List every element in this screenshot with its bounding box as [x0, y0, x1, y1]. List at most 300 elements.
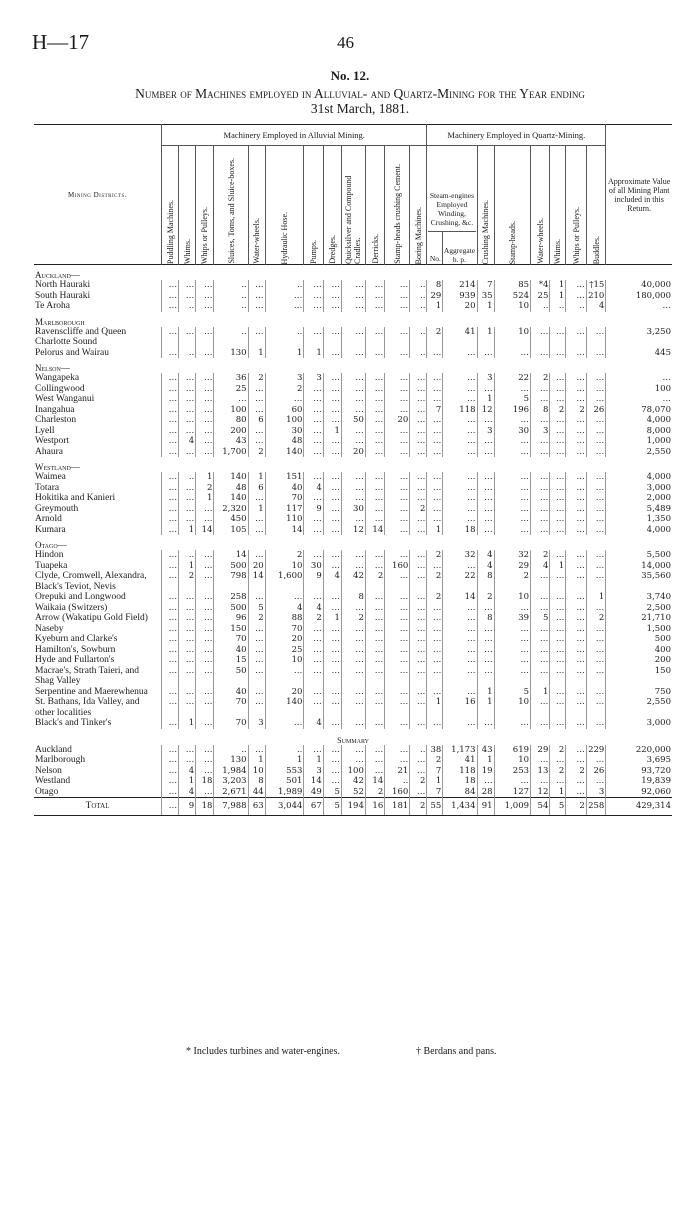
count-cell: …	[265, 394, 304, 405]
count-cell: …	[586, 525, 605, 536]
count-cell: …	[365, 280, 384, 291]
count-cell: 52	[341, 787, 365, 798]
count-cell: 118	[443, 405, 477, 416]
count-cell: 500	[214, 561, 248, 572]
district-name: Inangahua	[35, 404, 75, 415]
count-cell: ..	[566, 301, 587, 312]
count-cell: 194	[341, 798, 365, 816]
count-cell: …	[341, 718, 365, 729]
count-cell: …	[566, 394, 587, 405]
count-cell: …	[477, 718, 494, 729]
count-cell: …	[323, 493, 341, 504]
count-cell: …	[566, 697, 587, 718]
table-row	[34, 755, 672, 766]
count-cell: …	[427, 603, 443, 614]
district-name: Westport	[35, 436, 70, 446]
count-cell: …	[179, 447, 196, 458]
count-cell: …	[410, 718, 427, 729]
count-cell: …	[566, 613, 587, 624]
count-cell: …	[196, 634, 214, 645]
count-cell: …	[427, 504, 443, 515]
count-cell: …	[162, 472, 179, 483]
quartz-col-header: Crushing Machines.	[477, 146, 494, 265]
count-cell: …	[341, 373, 365, 384]
count-cell: …	[410, 697, 427, 718]
count-cell: …	[162, 755, 179, 766]
count-cell: …	[365, 394, 384, 405]
count-cell: …	[494, 718, 530, 729]
count-cell: …	[304, 697, 323, 718]
count-cell: 501	[265, 776, 304, 787]
count-cell: …	[531, 514, 550, 525]
region-heading-label: Auckland—	[35, 270, 80, 280]
count-cell: …	[196, 666, 214, 687]
count-cell: 130	[214, 755, 248, 766]
district-name: Otago	[35, 786, 59, 797]
count-cell: …	[443, 373, 477, 384]
count-cell: …	[341, 745, 365, 756]
count-cell: …	[566, 550, 587, 561]
count-cell: 14	[443, 592, 477, 603]
count-cell: …	[477, 624, 494, 635]
region-heading	[34, 358, 672, 373]
count-cell: 10	[494, 592, 530, 603]
count-cell: 196	[494, 405, 530, 416]
count-cell: …	[443, 493, 477, 504]
count-cell: 12	[531, 787, 550, 798]
count-cell: …	[162, 603, 179, 614]
count-cell: …	[323, 436, 341, 447]
count-cell: …	[179, 514, 196, 525]
count-cell: …	[410, 514, 427, 525]
count-cell: …	[385, 493, 410, 504]
count-cell: …	[265, 666, 304, 687]
plant-value-cell: 14,000	[606, 561, 672, 572]
count-cell: ..	[214, 745, 248, 756]
count-cell: …	[443, 415, 477, 426]
count-cell: …	[248, 645, 265, 656]
count-cell: …	[550, 550, 566, 561]
count-cell: ..	[385, 776, 410, 787]
count-cell: 40	[265, 483, 304, 494]
count-cell: …	[586, 373, 605, 384]
count-cell: …	[443, 666, 477, 687]
plant-value-cell: 21,710	[606, 613, 672, 624]
count-cell: …	[531, 472, 550, 483]
count-cell: …	[162, 436, 179, 447]
count-cell: …	[385, 514, 410, 525]
count-cell: …	[385, 426, 410, 437]
count-cell: …	[365, 426, 384, 437]
region-heading-label: Marlborough	[35, 316, 85, 327]
count-cell: …	[566, 426, 587, 437]
count-cell: …	[385, 550, 410, 561]
plant-value-cell: 3,250	[606, 327, 672, 348]
table-row	[34, 483, 672, 494]
count-cell: …	[531, 348, 550, 359]
count-cell: 3	[304, 766, 323, 777]
count-cell: 14	[265, 525, 304, 536]
count-cell: 2	[586, 613, 605, 624]
count-cell: 2	[365, 571, 384, 592]
count-cell: 35	[477, 291, 494, 302]
count-cell: …	[304, 655, 323, 666]
plant-value-cell: 40,000	[606, 280, 672, 291]
count-cell: 1,984	[214, 766, 248, 777]
count-cell: 5	[531, 613, 550, 624]
count-cell: …	[586, 645, 605, 656]
count-cell: …	[531, 645, 550, 656]
table-row	[34, 301, 672, 312]
count-cell: …	[550, 755, 566, 766]
count-cell: …	[566, 745, 587, 756]
count-cell: 40	[214, 687, 248, 698]
plant-value-cell: 1,500	[606, 624, 672, 635]
count-cell: 60	[265, 405, 304, 416]
count-cell: …	[162, 327, 179, 348]
count-cell: …	[477, 776, 494, 787]
count-cell: …	[304, 447, 323, 458]
table-title	[40, 86, 680, 116]
count-cell: 1	[586, 592, 605, 603]
count-cell: …	[494, 666, 530, 687]
footnote-berdans: † Berdans and pans.	[416, 1046, 497, 1057]
count-cell: …	[196, 561, 214, 572]
count-cell: …	[365, 755, 384, 766]
count-cell: …	[550, 472, 566, 483]
count-cell: …	[410, 624, 427, 635]
count-cell: …	[566, 514, 587, 525]
count-cell: 2	[365, 787, 384, 798]
alluvial-col-header: Boring Machines.	[410, 146, 427, 265]
count-cell: …	[385, 291, 410, 302]
count-cell: 1	[248, 504, 265, 515]
count-cell: …	[365, 493, 384, 504]
district-name: Tuapeka	[35, 560, 68, 571]
count-cell: …	[179, 613, 196, 624]
count-cell: …	[531, 525, 550, 536]
count-cell: …	[550, 666, 566, 687]
count-cell: 1	[265, 348, 304, 359]
count-cell: 2	[248, 447, 265, 458]
count-cell: …	[531, 603, 550, 614]
count-cell: 20	[265, 687, 304, 698]
count-cell: ..	[410, 745, 427, 756]
count-cell: 1	[179, 525, 196, 536]
plant-value-cell: 429,314	[606, 798, 672, 816]
count-cell: …	[196, 766, 214, 777]
count-cell: 1	[427, 697, 443, 718]
count-cell: 4	[265, 603, 304, 614]
count-cell: 48	[214, 483, 248, 494]
count-cell: …	[162, 493, 179, 504]
count-cell: 619	[494, 745, 530, 756]
count-cell: 28	[477, 787, 494, 798]
count-cell: 48	[265, 436, 304, 447]
count-cell: …	[410, 384, 427, 395]
plant-value-cell: 3,000	[606, 483, 672, 494]
alluvial-col-header: Water-wheels.	[248, 146, 265, 265]
count-cell: …	[443, 504, 477, 515]
count-cell: …	[531, 718, 550, 729]
count-cell: …	[196, 603, 214, 614]
count-cell: …	[410, 493, 427, 504]
count-cell: …	[365, 348, 384, 359]
count-cell: 36	[214, 373, 248, 384]
quartz-col-header: Buddles.	[586, 146, 605, 265]
count-cell: 3	[248, 718, 265, 729]
alluvial-col-header: Hydraulic Hose.	[265, 146, 304, 265]
count-cell: 181	[385, 798, 410, 816]
count-cell: …	[410, 415, 427, 426]
count-cell: …	[162, 483, 179, 494]
count-cell: …	[443, 394, 477, 405]
count-cell: …	[179, 280, 196, 291]
count-cell: …	[248, 384, 265, 395]
count-cell: …	[323, 348, 341, 359]
count-cell: …	[248, 291, 265, 302]
count-cell: …	[531, 483, 550, 494]
count-cell: 12	[341, 525, 365, 536]
alluvial-col-header: Pumps.	[304, 146, 323, 265]
count-cell: 100	[341, 766, 365, 777]
count-cell: …	[477, 472, 494, 483]
count-cell: 7,988	[214, 798, 248, 816]
plant-value-cell: 400	[606, 645, 672, 656]
count-cell: …	[586, 426, 605, 437]
count-cell: 130	[214, 348, 248, 359]
plant-value-cell: 4,000	[606, 415, 672, 426]
table-row	[34, 697, 672, 718]
count-cell: 939	[443, 291, 477, 302]
count-cell: 10	[248, 766, 265, 777]
count-cell: …	[162, 514, 179, 525]
count-cell: 1	[265, 755, 304, 766]
count-cell: 18	[196, 798, 214, 816]
district-name: West Wanganui	[35, 394, 95, 404]
quartz-col-header: Whims.	[550, 146, 566, 265]
count-cell: …	[162, 280, 179, 291]
count-cell: …	[586, 687, 605, 698]
count-cell: …	[477, 514, 494, 525]
count-cell: 32	[494, 550, 530, 561]
count-cell: …	[494, 603, 530, 614]
count-cell: 524	[494, 291, 530, 302]
count-cell: …	[566, 666, 587, 687]
count-cell: …	[385, 348, 410, 359]
count-cell: …	[531, 634, 550, 645]
count-cell: …	[385, 301, 410, 312]
count-cell: …	[323, 745, 341, 756]
count-cell: 1	[248, 472, 265, 483]
count-cell: 54	[531, 798, 550, 816]
count-cell: …	[443, 348, 477, 359]
count-cell: …	[410, 525, 427, 536]
count-cell: …	[477, 415, 494, 426]
count-cell: …	[304, 405, 323, 416]
count-cell: …	[179, 603, 196, 614]
count-cell: …	[179, 493, 196, 504]
district-name: Lyell	[35, 425, 55, 436]
count-cell: …	[494, 504, 530, 515]
count-cell: …	[566, 776, 587, 787]
count-cell: 16	[443, 697, 477, 718]
count-cell: …	[410, 571, 427, 592]
count-cell: 1	[323, 426, 341, 437]
count-cell: …	[477, 603, 494, 614]
count-cell: 151	[265, 472, 304, 483]
count-cell: 7	[427, 766, 443, 777]
count-cell: 2	[265, 384, 304, 395]
count-cell: …	[341, 348, 365, 359]
count-cell: 100	[265, 415, 304, 426]
count-cell: …	[566, 624, 587, 635]
alluvial-col-header: Puddling Machines.	[162, 146, 179, 265]
count-cell: …	[162, 766, 179, 777]
count-cell: 50	[341, 415, 365, 426]
count-cell: 6	[248, 415, 265, 426]
count-cell: 39	[494, 613, 530, 624]
count-cell: 2	[248, 373, 265, 384]
count-cell: 13	[531, 766, 550, 777]
plant-value-cell: 2,550	[606, 447, 672, 458]
count-cell: …	[365, 384, 384, 395]
count-cell: …	[196, 592, 214, 603]
count-cell: …	[494, 655, 530, 666]
count-cell: …	[162, 571, 179, 592]
count-cell: …	[162, 426, 179, 437]
count-cell: ..	[265, 745, 304, 756]
count-cell: …	[385, 613, 410, 624]
count-cell: 1	[477, 301, 494, 312]
plant-value-cell: 4,000	[606, 472, 672, 483]
count-cell: …	[550, 493, 566, 504]
count-cell: …	[427, 613, 443, 624]
count-cell: 2	[566, 405, 587, 416]
count-cell: 40	[214, 645, 248, 656]
count-cell: …	[248, 394, 265, 405]
district-name: Ahaura	[35, 446, 63, 457]
count-cell: …	[550, 447, 566, 458]
count-cell: 500	[214, 603, 248, 614]
quartz-group-header: Machinery Employed in Quartz-Mining.	[427, 125, 606, 146]
count-cell: …	[179, 373, 196, 384]
plant-value-cell: 445	[606, 348, 672, 359]
count-cell: …	[410, 483, 427, 494]
count-cell: 8	[427, 280, 443, 291]
count-cell: 30	[265, 426, 304, 437]
count-cell: 3,044	[265, 798, 304, 816]
district-header: Mining Districts.	[67, 190, 128, 199]
count-cell: …	[196, 745, 214, 756]
count-cell: …	[494, 493, 530, 504]
count-cell: …	[550, 645, 566, 656]
count-cell: …	[531, 436, 550, 447]
count-cell: 140	[265, 697, 304, 718]
count-cell: 553	[265, 766, 304, 777]
count-cell: 2	[550, 405, 566, 416]
count-cell: …	[586, 447, 605, 458]
count-cell: …	[341, 394, 365, 405]
count-cell: …	[365, 718, 384, 729]
count-cell: 4	[586, 301, 605, 312]
count-cell: …	[265, 718, 304, 729]
count-cell: …	[248, 280, 265, 291]
count-cell: 2	[196, 483, 214, 494]
count-cell: …	[365, 550, 384, 561]
count-cell: …	[304, 436, 323, 447]
table-row	[34, 776, 672, 787]
count-cell: ..	[410, 280, 427, 291]
count-cell: …	[365, 483, 384, 494]
count-cell: …	[385, 655, 410, 666]
count-cell: …	[427, 493, 443, 504]
count-cell: …	[494, 415, 530, 426]
count-cell: …	[427, 666, 443, 687]
count-cell: …	[196, 687, 214, 698]
count-cell: …	[410, 426, 427, 437]
count-cell: 84	[443, 787, 477, 798]
count-cell: 4	[179, 787, 196, 798]
count-cell: ..	[179, 348, 196, 359]
count-cell: …	[196, 755, 214, 766]
count-cell: …	[494, 348, 530, 359]
table-row	[34, 472, 672, 483]
table-row	[34, 525, 672, 536]
count-cell: …	[550, 718, 566, 729]
table-row	[34, 561, 672, 572]
table-row	[34, 436, 672, 447]
count-cell: …	[566, 787, 587, 798]
count-cell: …	[410, 787, 427, 798]
count-cell: …	[531, 493, 550, 504]
count-cell: …	[323, 645, 341, 656]
count-cell: 20	[248, 561, 265, 572]
count-cell: 10	[494, 697, 530, 718]
count-cell: …	[566, 687, 587, 698]
count-cell: …	[162, 718, 179, 729]
district-name: North Hauraki	[35, 280, 91, 290]
count-cell: …	[550, 373, 566, 384]
count-cell: 2	[341, 613, 365, 624]
count-cell: 1	[427, 776, 443, 787]
district-name: Hokitika and Kanieri	[35, 493, 116, 503]
count-cell: …	[427, 348, 443, 359]
count-cell: 8	[341, 592, 365, 603]
count-cell: …	[365, 514, 384, 525]
count-cell: …	[410, 436, 427, 447]
district-name: Pelorus and Wairau	[35, 347, 109, 358]
count-cell: 14	[304, 776, 323, 787]
table-row	[34, 798, 672, 816]
count-cell: …	[365, 655, 384, 666]
plant-value-cell: 220,000	[606, 745, 672, 756]
count-cell: 96	[214, 613, 248, 624]
count-cell: …	[566, 415, 587, 426]
count-cell: …	[586, 603, 605, 614]
count-cell: …	[566, 291, 587, 302]
count-cell: 26	[586, 766, 605, 777]
count-cell: …	[385, 327, 410, 348]
count-cell: …	[162, 301, 179, 312]
count-cell: …	[341, 624, 365, 635]
count-cell: …	[427, 384, 443, 395]
count-cell: …	[341, 426, 365, 437]
count-cell: …	[566, 472, 587, 483]
count-cell: 1	[477, 327, 494, 348]
count-cell: *4	[531, 280, 550, 291]
count-cell: 140	[265, 447, 304, 458]
